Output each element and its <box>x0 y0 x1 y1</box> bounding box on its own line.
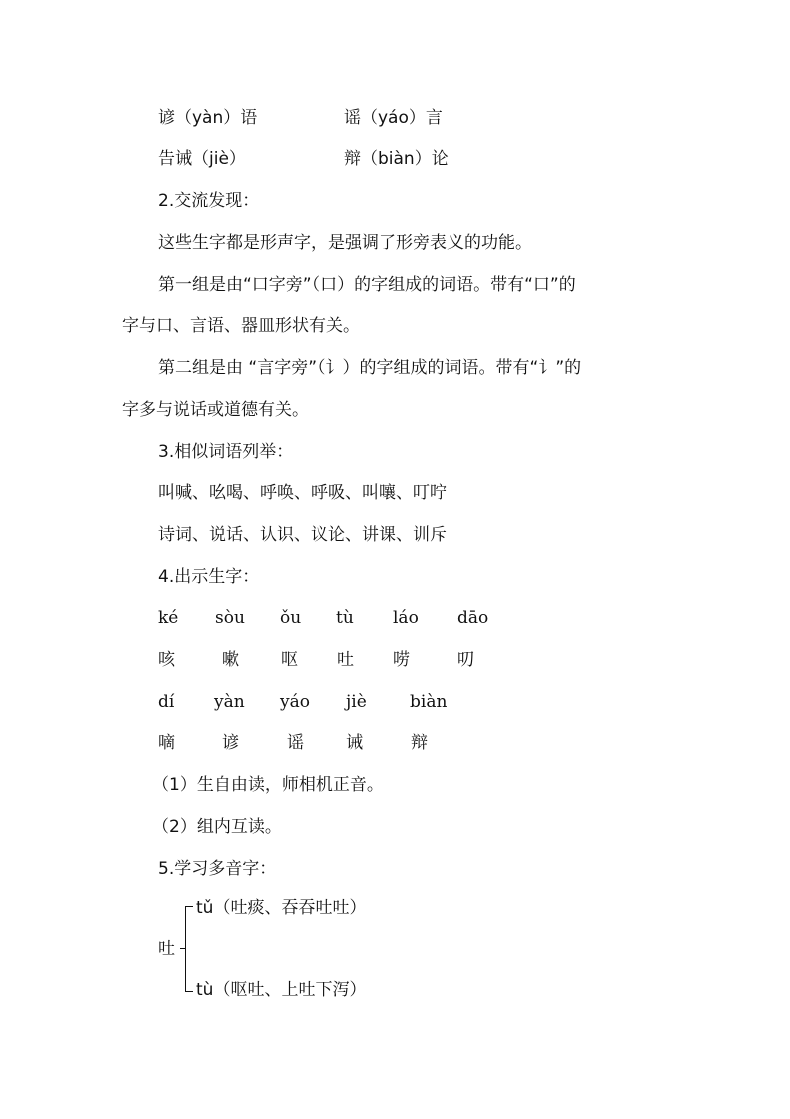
section-2-heading: 2.交流发现： <box>158 191 260 211</box>
section-2-p1: 这些生字都是形声字，是强调了形旁表义的功能。 <box>158 233 532 253</box>
pinyin-ke: ké <box>158 608 179 628</box>
similar-words-kou: 叫喊、吆喝、呼唤、呼吸、叫嚷、叮咛 <box>158 483 447 503</box>
polyphone-char: 吐 <box>158 939 175 959</box>
char-ou: 呕 <box>281 650 298 670</box>
section-5-heading: 5.学习多音字： <box>158 859 277 879</box>
section-2-p3-line1: 第二组是由 “言字旁”（讠）的字组成的词语。带有“讠”的 <box>158 358 582 378</box>
polyphone-reading-tu4: tù（呕吐、上吐下泻） <box>196 980 367 1000</box>
pinyin-jie: jiè <box>346 692 367 712</box>
section-2-p3-line2: 字多与说话或道德有关。 <box>122 400 309 420</box>
char-sou: 嗽 <box>222 650 239 670</box>
char-dao: 叨 <box>457 650 474 670</box>
pinyin-yan: yàn <box>214 692 245 712</box>
char-ke: 咳 <box>158 650 175 670</box>
word-yaoyan: 谣（yáo）言 <box>344 108 443 128</box>
step-group-reading: （2）组内互读。 <box>152 817 282 837</box>
char-tu: 吐 <box>337 650 354 670</box>
pinyin-ou: ǒu <box>280 608 302 628</box>
word-bianlun: 辩（biàn）论 <box>344 149 449 169</box>
pinyin-dao: dāo <box>457 608 489 628</box>
word-yanyu: 谚（yàn）语 <box>158 108 258 128</box>
pinyin-yao: yáo <box>280 692 310 712</box>
pinyin-tu: tù <box>336 608 354 628</box>
word-gaojie: 告诫（jiè） <box>158 149 246 169</box>
polyphone-brace-tick <box>180 948 186 949</box>
section-3-heading: 3.相似词语列举： <box>158 442 294 462</box>
section-4-heading: 4.出示生字： <box>158 567 260 587</box>
char-yan: 谚 <box>222 733 239 753</box>
step-free-reading: （1）生自由读，师相机正音。 <box>152 775 384 795</box>
similar-words-yan: 诗词、说话、认识、议论、讲课、训斥 <box>158 525 447 545</box>
char-yao: 谣 <box>287 733 304 753</box>
pinyin-lao: láo <box>393 608 419 628</box>
polyphone-brace <box>185 906 193 992</box>
char-di: 嘀 <box>158 733 175 753</box>
char-jie: 诫 <box>346 733 363 753</box>
section-2-p2-line1: 第一组是由“口字旁”（口）的字组成的词语。带有“口”的 <box>158 275 576 295</box>
pinyin-sou: sòu <box>215 608 245 628</box>
char-lao: 唠 <box>393 650 410 670</box>
pinyin-bian: biàn <box>410 692 448 712</box>
polyphone-reading-tu3: tǔ（吐痰、吞吞吐吐） <box>196 898 367 918</box>
char-bian: 辩 <box>411 733 428 753</box>
section-2-p2-line2: 字与口、言语、器皿形状有关。 <box>122 316 360 336</box>
pinyin-di: dí <box>158 692 175 712</box>
